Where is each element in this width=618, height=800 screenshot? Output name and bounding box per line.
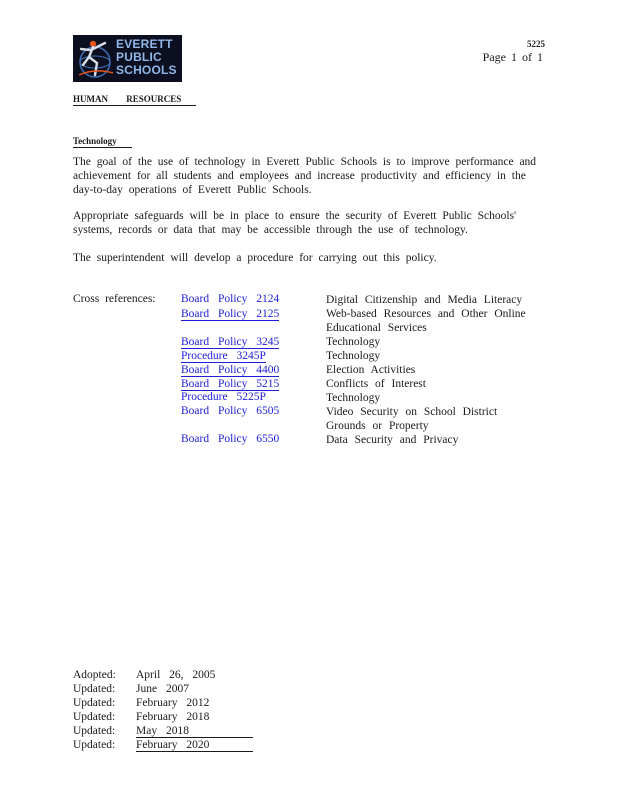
cross-reference-title: Conflicts of Interest: [326, 378, 426, 390]
history-label: Updated:: [73, 697, 116, 709]
cross-reference-title: Technology: [326, 350, 381, 362]
district-logo: [73, 35, 182, 82]
cross-reference-link[interactable]: Board Policy 6505: [181, 405, 280, 417]
cross-reference-link[interactable]: Board Policy 2124: [181, 293, 280, 305]
cross-reference-link[interactable]: Board Policy 2125: [181, 308, 280, 320]
policy-paragraph: Appropriate safeguards will be in place to ensure the security of Everett Public Schools' systems, records or data that may be accessible through the use of technology.: [73, 210, 517, 236]
policy-paragraph: The superintendent will develop a procedure for carrying out this policy.: [73, 252, 437, 264]
history-label: Updated:: [73, 711, 116, 723]
page-indicator: Page 1 of 1: [482, 50, 543, 64]
history-label: Updated:: [73, 725, 116, 737]
cross-reference-title: Technology: [326, 336, 381, 348]
history-date: February 2018: [136, 711, 210, 723]
cross-reference-title: Digital Citizenship and Media Literacy: [326, 294, 523, 306]
policy-paragraph: The goal of the use of technology in Everett Public Schools is to improve performance and achievement for all students and employees and increase productivity and efficiency in the day-to-day operations of Everett Public Schools.: [73, 156, 537, 196]
cross-reference-title: Web-based Resources and Other Online Educational Services: [326, 308, 526, 334]
cross-reference-link[interactable]: Board Policy 3245: [181, 336, 280, 348]
history-date: May 2018: [136, 725, 253, 738]
cross-reference-title: Data Security and Privacy: [326, 434, 459, 446]
cross-reference-link[interactable]: Procedure 3245P: [181, 350, 266, 362]
department-heading: HUMAN RESOURCES: [73, 94, 196, 106]
cross-reference-label: Cross references:: [73, 293, 156, 305]
history-date: February 2020: [136, 739, 253, 752]
history-date: April 26, 2005: [136, 669, 216, 681]
history-label: Updated:: [73, 739, 116, 751]
cross-reference-link[interactable]: Board Policy 4400: [181, 364, 280, 376]
cross-reference-title: Election Activities: [326, 364, 416, 376]
cross-reference-link[interactable]: Procedure 5225P: [181, 391, 266, 403]
cross-reference-title: Technology: [326, 392, 381, 404]
policy-title: Technology: [73, 136, 132, 148]
history-date: February 2012: [136, 697, 210, 709]
cross-reference-link[interactable]: Board Policy 6550: [181, 433, 280, 445]
cross-reference-link[interactable]: Board Policy 5215: [181, 378, 280, 390]
policy-number: 5225: [527, 39, 545, 49]
logo-wordmark: EVERETT PUBLIC SCHOOLS: [116, 37, 177, 77]
history-date: June 2007: [136, 683, 189, 695]
history-label: Updated:: [73, 683, 116, 695]
cross-reference-title: Video Security on School District Grounds or Property: [326, 406, 498, 432]
history-label: Adopted:: [73, 669, 116, 681]
